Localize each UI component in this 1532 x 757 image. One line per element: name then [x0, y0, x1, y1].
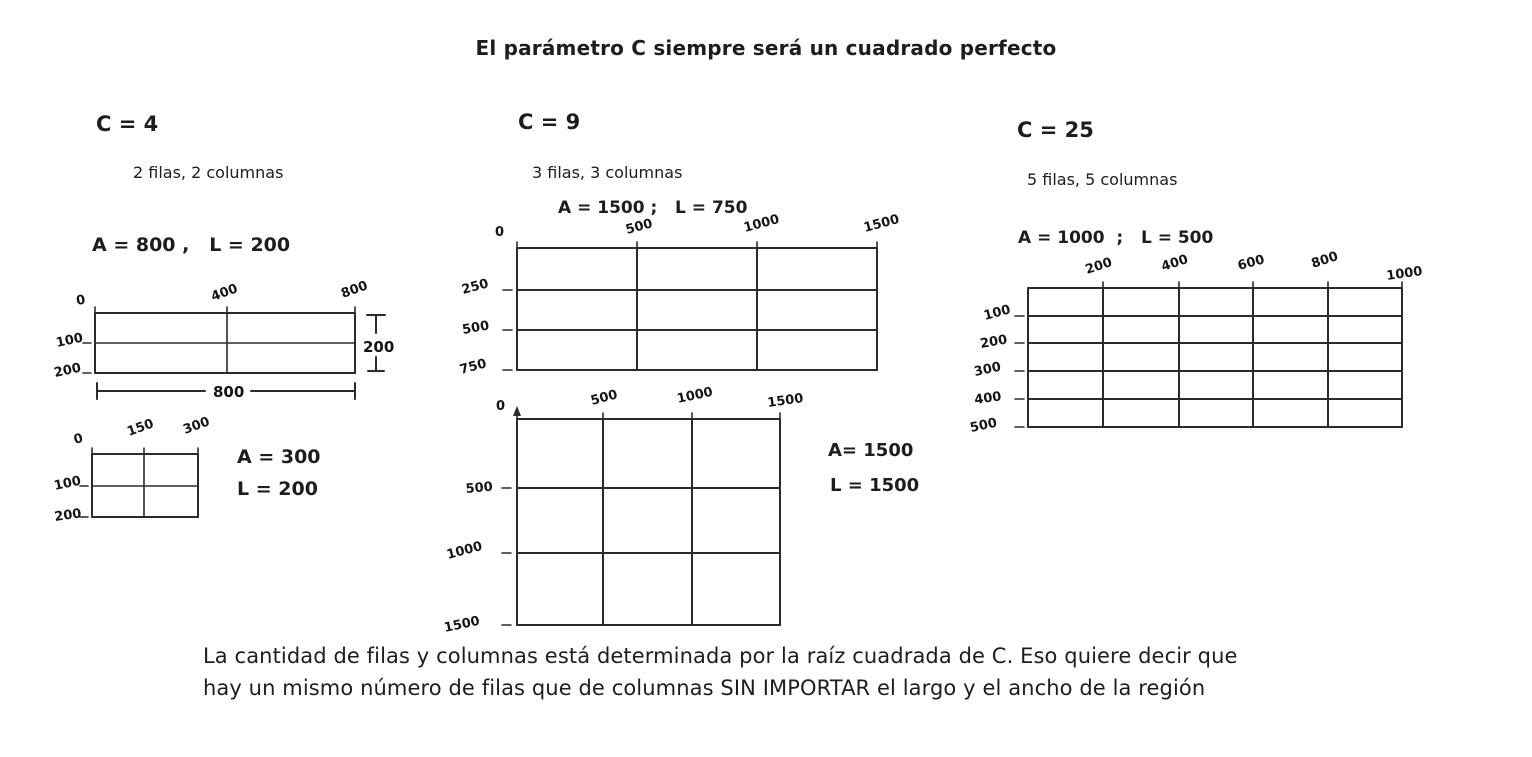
c25-ytick-400: 400 — [973, 389, 1003, 408]
c9-square-ytick-1000: 1000 — [445, 539, 484, 563]
c9-wide-xtick-1000: 1000 — [742, 212, 781, 236]
c4-main-grid — [52, 278, 405, 413]
c25-grid-lines — [1015, 282, 1402, 427]
c4-height-dimension-label: 200 — [363, 338, 395, 356]
c9-params-label: A = 1500 ; L = 750 — [558, 198, 748, 218]
c9-wide-xtick-1500: 1500 — [862, 212, 901, 236]
c4-main-xtick-400: 400 — [209, 281, 240, 305]
c25-ytick-500: 500 — [968, 415, 999, 436]
c4-small-ytick-100: 100 — [52, 473, 83, 494]
c9-square-ytick-1500: 1500 — [442, 613, 482, 636]
c9-wide-ytick-750: 750 — [458, 356, 489, 378]
c25-params-label: A = 1000 ; L = 500 — [1018, 228, 1214, 248]
c4-small-area-label: A = 300 — [237, 446, 321, 468]
c4-main-grid-lines — [83, 307, 355, 373]
c4-rows-cols-label: 2 filas, 2 columnas — [133, 163, 284, 182]
c4-width-dimension-label: 800 — [213, 383, 245, 401]
c9-wide-xtick-500: 500 — [624, 216, 655, 238]
c4-params-label: A = 800 , L = 200 — [92, 234, 291, 256]
c9-square-grid — [440, 384, 810, 640]
c4-small-grid-lines — [80, 448, 198, 517]
footer-text-line2: hay un mismo número de filas que de columnas SIN IMPORTAR el largo y el ancho de la región — [203, 676, 1206, 700]
c25-xtick-600: 600 — [1236, 252, 1267, 274]
c9-square-grid-lines — [502, 408, 780, 625]
c25-xtick-1000: 1000 — [1385, 264, 1424, 284]
c9-heading: C = 9 — [518, 110, 581, 134]
c9-square-axis-arrow — [513, 406, 521, 416]
c25-heading: C = 25 — [1017, 118, 1094, 142]
c4-small-length-label: L = 200 — [237, 478, 318, 500]
c4-main-xtick-0: 0 — [75, 292, 87, 309]
c9-square-xtick-0: 0 — [496, 399, 506, 414]
c9-square-area-label: A= 1500 — [828, 440, 914, 461]
c9-wide-xtick-0: 0 — [495, 225, 505, 240]
c4-small-ytick-200: 200 — [53, 506, 83, 525]
page-title: El parámetro C siempre será un cuadrado perfecto — [475, 36, 1057, 60]
c9-wide-ytick-500: 500 — [461, 318, 491, 338]
c25-xtick-800: 800 — [1309, 249, 1341, 272]
c9-square-xtick-1000: 1000 — [675, 384, 715, 407]
c25-ytick-100: 100 — [982, 302, 1013, 324]
c4-small-xtick-150: 150 — [125, 416, 156, 440]
c25-rows-cols-label: 5 filas, 5 columnas — [1027, 170, 1178, 189]
c4-small-xtick-300: 300 — [181, 414, 212, 438]
c4-main-ytick-200: 200 — [52, 360, 83, 381]
c9-square-ytick-500: 500 — [465, 479, 494, 497]
c4-small-xtick-0: 0 — [72, 431, 85, 448]
c25-xtick-200: 200 — [1083, 255, 1115, 278]
c9-square-xtick-1500: 1500 — [766, 391, 805, 411]
c9-rows-cols-label: 3 filas, 3 columnas — [532, 163, 683, 182]
c9-wide-grid-lines — [503, 242, 877, 370]
c25-xtick-400: 400 — [1159, 252, 1191, 275]
c25-ytick-200: 200 — [979, 332, 1009, 352]
c9-square-length-label: L = 1500 — [830, 475, 920, 496]
c9-wide-grid — [455, 212, 925, 380]
c4-small-grid — [52, 414, 265, 532]
c9-wide-ytick-250: 250 — [460, 276, 491, 298]
c9-square-xtick-500: 500 — [589, 387, 620, 409]
c25-ytick-300: 300 — [972, 359, 1003, 380]
footer-text-line1: La cantidad de filas y columnas está determinada por la raíz cuadrada de C. Eso quiere decir que — [203, 644, 1238, 668]
c4-main-xtick-800: 800 — [339, 278, 370, 302]
c4-main-ytick-100: 100 — [54, 330, 85, 351]
c4-heading: C = 4 — [96, 112, 159, 136]
c25-grid — [965, 249, 1445, 442]
